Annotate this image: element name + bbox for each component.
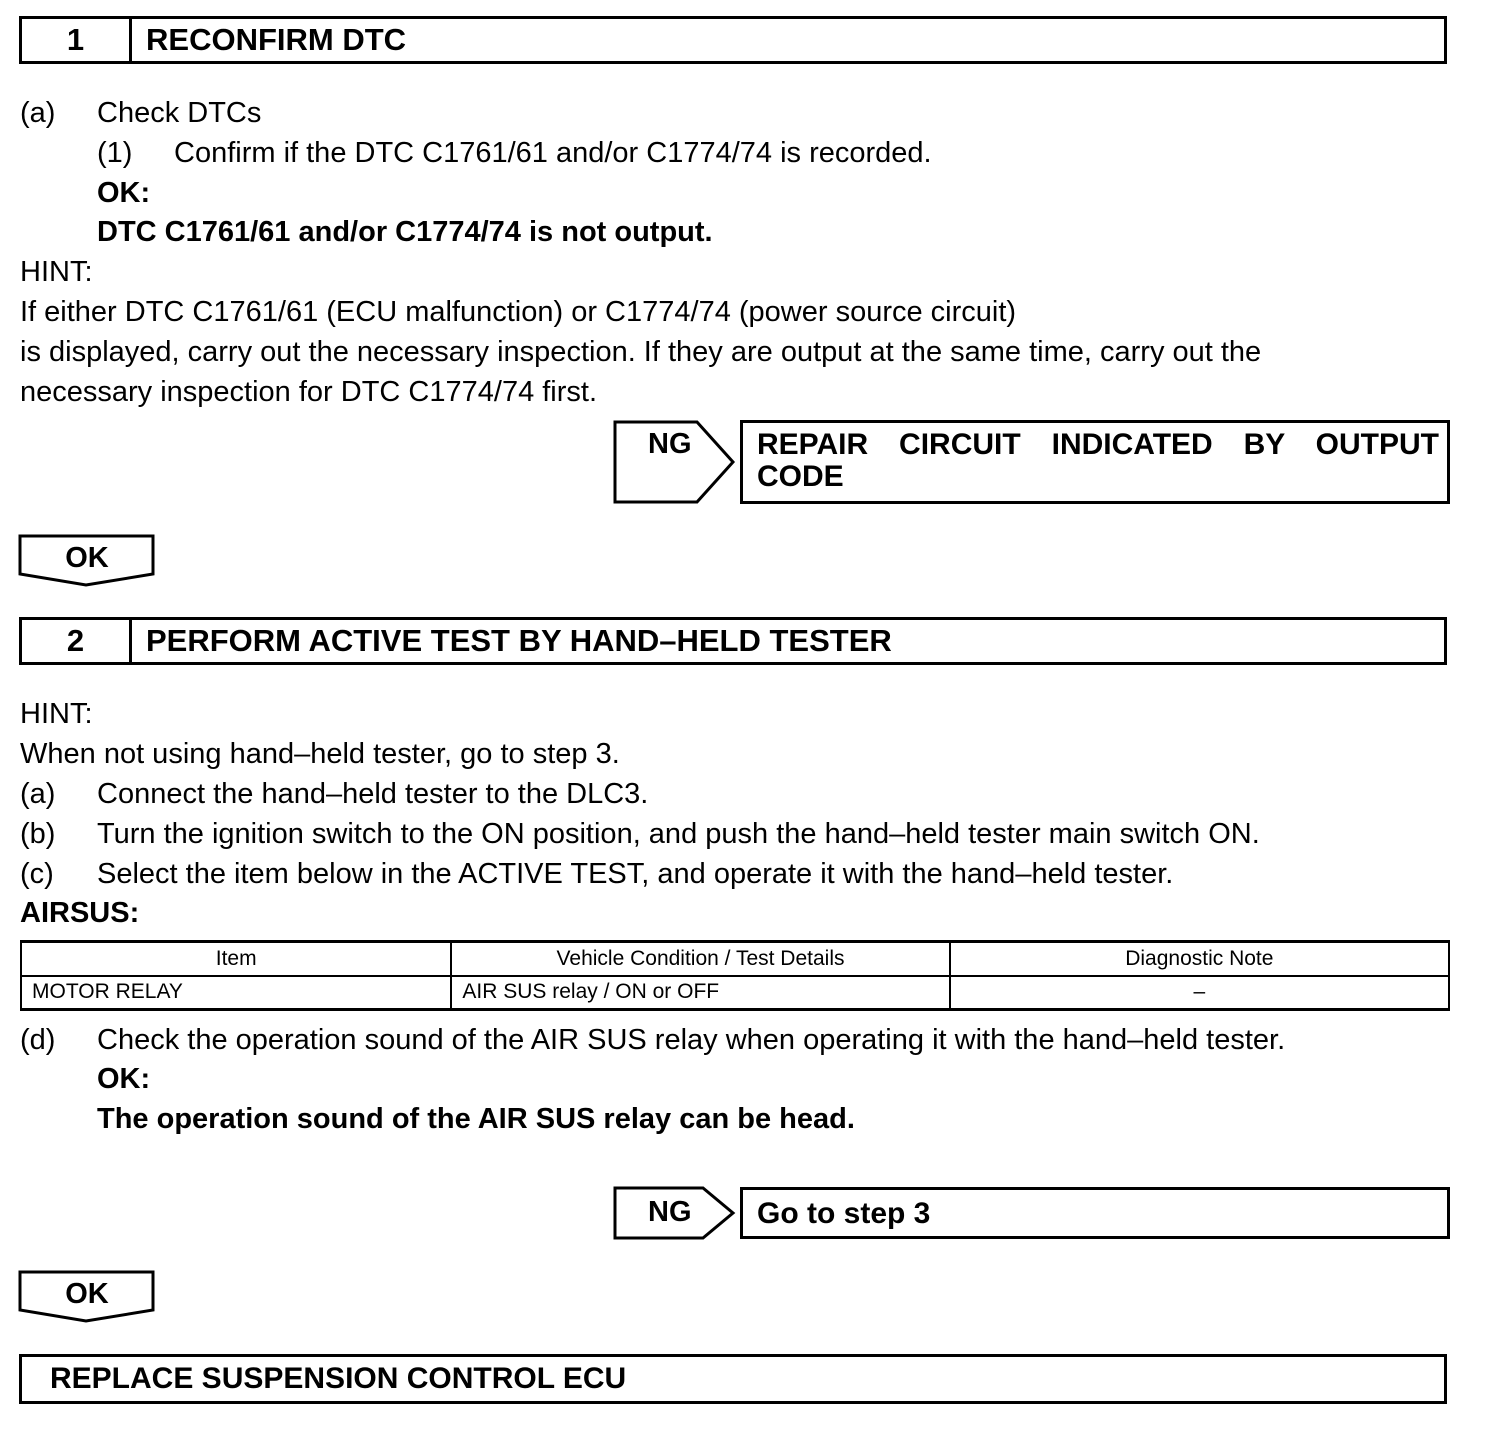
step-2-ok-arrow-label: OK xyxy=(65,1278,109,1310)
step-2-a-marker: (a) xyxy=(20,778,56,810)
table-header-row xyxy=(21,942,1449,976)
step-2-c-marker: (c) xyxy=(20,858,54,890)
table-cell-vehicle-condition: AIR SUS relay / ON or OFF xyxy=(451,976,949,1010)
step-2-ng-action xyxy=(740,1187,1450,1239)
step-2-number: 2 xyxy=(22,620,132,662)
step-1-hint-line-2: is displayed, carry out the necessary inspection. If they are output at the same time, carry out the xyxy=(20,336,1262,368)
step-2-hint-text: When not using hand–held tester, go to step 3. xyxy=(20,738,620,770)
step-1-ok-arrow-label: OK xyxy=(65,542,109,574)
step-2-ok-label: OK: xyxy=(97,1063,151,1095)
step-1-ok-label: OK: xyxy=(97,177,151,209)
step-2-d-text: Check the operation sound of the AIR SUS relay when operating it with the hand–held tester. xyxy=(97,1024,1286,1056)
table-cell-item: MOTOR RELAY xyxy=(21,976,451,1010)
step-2-ng-label: NG xyxy=(648,1196,692,1228)
step-2-table-label: AIRSUS: xyxy=(20,897,140,929)
final-action-title: REPLACE SUSPENSION CONTROL ECU xyxy=(50,1362,627,1395)
table-cell-diagnostic-note: – xyxy=(950,976,1449,1010)
step-1-a-marker: (a) xyxy=(20,97,56,129)
step-1-sub-text: Confirm if the DTC C1761/61 and/or C1774/74 is recorded. xyxy=(174,137,932,169)
table-header-diagnostic-note: Diagnostic Note xyxy=(950,942,1449,976)
step-2-title: PERFORM ACTIVE TEST BY HAND–HELD TESTER xyxy=(146,623,892,658)
step-1-ng-action-line-1: REPAIR CIRCUIT INDICATED BY OUTPUT xyxy=(757,428,1439,461)
step-1-hint-line-1: If either DTC C1761/61 (ECU malfunction) or C1774/74 (power source circuit) xyxy=(20,296,1017,328)
step-1-ng-action xyxy=(740,420,1450,504)
table-header-vehicle-condition: Vehicle Condition / Test Details xyxy=(451,942,949,976)
step-2-a-text: Connect the hand–held tester to the DLC3. xyxy=(97,778,649,810)
final-action-box xyxy=(19,1354,1447,1404)
step-2-ng-action-text: Go to step 3 xyxy=(757,1197,931,1230)
step-2-ok-condition: The operation sound of the AIR SUS relay can be head. xyxy=(97,1103,855,1135)
step-2-c-text: Select the item below in the ACTIVE TEST, and operate it with the hand–held tester. xyxy=(97,858,1174,890)
step-2-header xyxy=(19,617,1447,665)
step-1-number: 1 xyxy=(22,19,132,61)
step-1-sub-marker: (1) xyxy=(97,137,133,169)
step-1-header xyxy=(19,16,1447,64)
step-1-ng-action-line-2: CODE xyxy=(757,460,844,493)
step-1-ng-label: NG xyxy=(648,428,692,460)
step-1-hint-label: HINT: xyxy=(20,256,93,288)
step-2-b-marker: (b) xyxy=(20,818,56,850)
table-header-item: Item xyxy=(21,942,451,976)
active-test-table xyxy=(20,940,1450,1011)
step-1-ok-condition: DTC C1761/61 and/or C1774/74 is not output. xyxy=(97,216,713,248)
table-row xyxy=(21,976,1449,1010)
step-1-a-text: Check DTCs xyxy=(97,97,262,129)
step-2-b-text: Turn the ignition switch to the ON position, and push the hand–held tester main switch ON. xyxy=(97,818,1260,850)
step-2-hint-label: HINT: xyxy=(20,698,93,730)
step-2-d-marker: (d) xyxy=(20,1024,56,1056)
step-1-title: RECONFIRM DTC xyxy=(146,22,407,57)
step-1-hint-line-3: necessary inspection for DTC C1774/74 first. xyxy=(20,376,598,408)
